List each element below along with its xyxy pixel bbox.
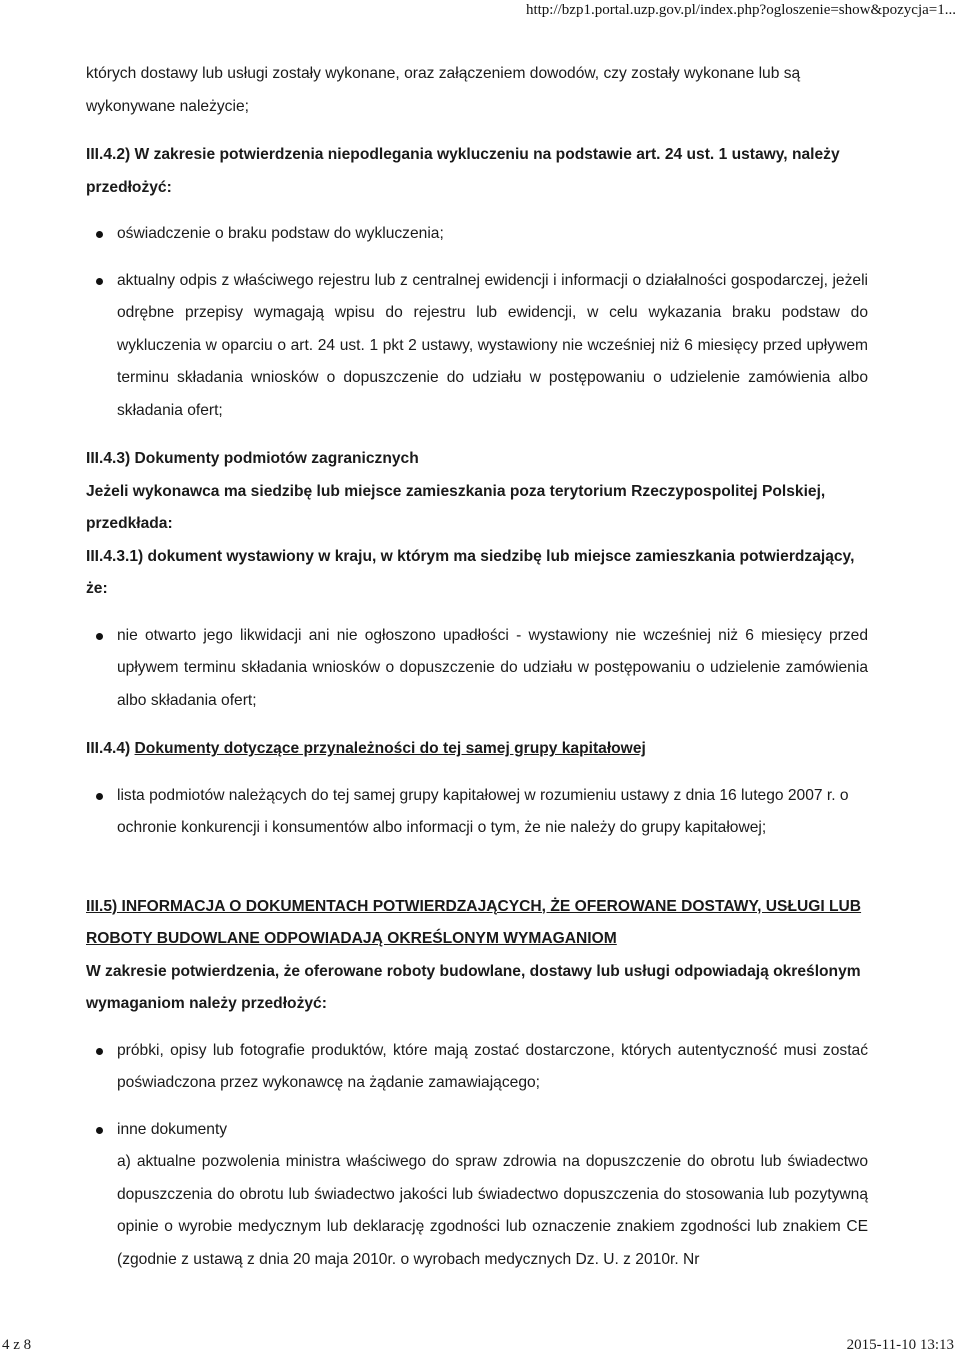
bullet-icon	[96, 278, 103, 285]
bullet-icon	[96, 633, 103, 640]
list-item-text: próbki, opisy lub fotografie produktów, które mają zostać dostarczone, których autentyczność musi zostać poświadczona przez wykonawcę na żądanie zamawiającego;	[117, 1041, 868, 1091]
list-item-text: a) aktualne pozwolenia ministra właściwego do spraw zdrowia na dopuszczenie do obrotu lub świadectwo dopuszczenia do obrotu lub świadectwo jakości lub świadectwo dopuszczenia do stosowania lub pozytywną opinie o wyrobie medycznym lub deklarację zgodności lub oznaczenie znakiem zgodności lub znakiem CE (zgodnie z ustawą z dnia 20 maja 2010r. o wyrobach medycznych Dz. U. z 2010r. Nr	[117, 1153, 868, 1268]
section-3-4-4-number: III.4.4)	[86, 740, 135, 757]
list-item	[86, 218, 868, 251]
document-body	[86, 58, 868, 1276]
list-item	[86, 1035, 868, 1100]
section-3-4-2-heading: III.4.2) W zakresie potwierdzenia niepodlegania wykluczeniu na podstawie art. 24 ust. 1 ustawy, należy przedłożyć:	[86, 146, 840, 196]
intro-line-1: których dostawy lub usługi zostały wykonane, oraz załączeniem dowodów, czy zostały wykonane lub są	[86, 65, 801, 82]
page-url: http://bzp1.portal.uzp.gov.pl/index.php?ogloszenie=show&pozycja=1...	[525, 2, 956, 18]
page-number: 4 z 8	[2, 1337, 32, 1353]
list-item	[86, 1114, 868, 1277]
section-3-5-subheading: W zakresie potwierdzenia, że oferowane roboty budowlane, dostawy lub usługi odpowiadają określonym wymaganiom należy przedłożyć:	[86, 962, 861, 1012]
list-item-title: inne dokumenty	[117, 1120, 228, 1138]
section-3-4-3-subheading: Jeżeli wykonawca ma siedzibę lub miejsce zamieszkania poza terytorium Rzeczypospolitej Polskiej, przedkłada:	[86, 482, 826, 532]
list-item-text: lista podmiotów należących do tej samej grupy kapitałowej w rozumieniu ustawy z dnia 16 lutego 2007 r. o ochronie konkurencji i konsumentów albo informacji o tym, że nie należy do grupy kapitałowej;	[117, 786, 849, 836]
bullet-icon	[96, 1048, 103, 1055]
bullet-icon	[96, 231, 103, 238]
list-item-text: oświadczenie o braku podstaw do wykluczenia;	[117, 225, 444, 242]
list-item-text: nie otwarto jego likwidacji ani nie ogłoszono upadłości - wystawiony nie wcześniej niż 6 miesięcy przed upływem terminu składania wniosków o dopuszczenie do udziału w postępowaniu o udzielenie zamówienia albo składania ofert;	[117, 626, 868, 709]
section-3-4-3-heading: III.4.3) Dokumenty podmiotów zagranicznych	[86, 450, 419, 467]
section-3-4-3-1-heading: III.4.3.1) dokument wystawiony w kraju, w którym ma siedzibę lub miejsce zamieszkania potwierdzający, że:	[86, 547, 855, 597]
print-datetime: 2015-11-10 13:13	[846, 1337, 954, 1353]
list-item-text: aktualny odpis z właściwego rejestru lub z centralnej ewidencji i informacji o działalności gospodarczej, jeżeli odrębne przepisy wymagają wpisu do rejestru lub ewidencji, w celu wykazania braku podstaw do wykluczenia w oparciu o art. 24 ust. 1 pkt 2 ustawy, wystawiony nie wcześniej niż 6 miesięcy przed upływem terminu składania wniosków o dopuszczenie do udziału w postępowaniu o udzielenie zamówienia albo składania ofert;	[117, 271, 868, 419]
list-item	[86, 780, 868, 845]
list-item	[86, 265, 868, 428]
bullet-icon	[96, 1127, 103, 1134]
bullet-icon	[96, 793, 103, 800]
section-3-5-heading: III.5) INFORMACJA O DOKUMENTACH POTWIERDZAJĄCYCH, ŻE OFEROWANE DOSTAWY, USŁUGI LUB ROBOTY BUDOWLANE ODPOWIADAJĄ OKREŚLONYM WYMAGANIOM	[86, 897, 862, 947]
list-item	[86, 620, 868, 718]
section-3-4-4-heading	[86, 733, 868, 766]
intro-line-2: wykonywane należycie;	[86, 97, 249, 115]
section-3-4-4-title: Dokumenty dotyczące przynależności do tej samej grupy kapitałowej	[134, 740, 646, 757]
